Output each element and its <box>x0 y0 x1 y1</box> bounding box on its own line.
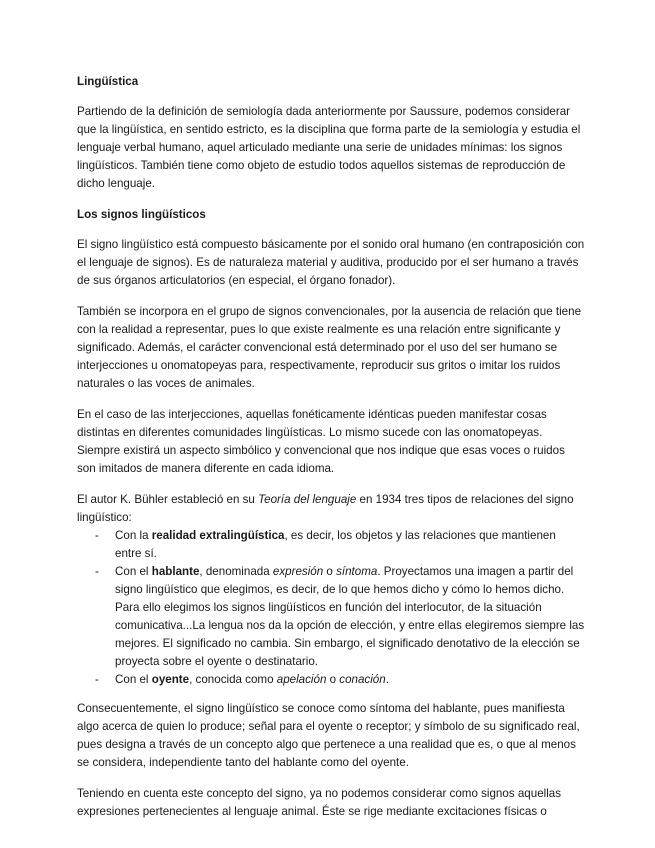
list-item: - Con la realidad extralingüística, es decir, los objetos y las relaciones que mantienen entre sí. <box>95 529 556 560</box>
list-bullet: - <box>95 529 99 542</box>
paragraph-buhler: El autor K. Bühler estableció en su Teoría del lenguaje en 1934 tres tipos de relaciones del signo lingüístico: <box>77 493 574 524</box>
subsection-title: Los signos lingüísticos <box>77 208 206 221</box>
list-item: - Con el hablante, denominada expresión o síntoma. Proyectamos una imagen a partir del signo lingüístico que elegimos, es decir, de lo que hemos dicho y cómo lo hemos dicho. Para ello elegimos los signos lingüísticos en función del interlocutor, de la situación comunicativa...La lengua nos da la opción de elección, y entre ellas elegiremos siempre las mejores. El significado no cambia. Sin embargo, el significado denotativo de la elección se proyecta sobre el oyente o destinatario. <box>95 565 585 668</box>
relations-list <box>77 527 585 689</box>
list-item: - Con el oyente, conocida como apelación o conación. <box>77 671 585 689</box>
book-title: Teoría del lenguaje <box>258 493 357 506</box>
list-bullet: - <box>95 565 99 578</box>
intro-paragraph: Partiendo de la definición de semiología dada anteriormente por Saussure, podemos considerar que la lingüística, en sentido estricto, es la disciplina que forma parte de la semiología y estudia el lenguaje verbal humano, aquel articulado mediante una serie de unidades mínimas: los signos lingüísticos. También tiene como objeto de estudio todos aquellos sistemas de reproducción de dicho lenguaje. <box>77 105 581 190</box>
paragraph-consecuentemente: Consecuentemente, el signo lingüístico se conoce como síntoma del hablante, pues manifiesta algo acerca de quien lo produce; señal para el oyente o receptor; y símbolo de su significado real, pues designa a través de un concepto algo que pertenece a una realidad que es, o que al menos se considera, independiente tanto del hablante como del oyente. <box>77 702 580 769</box>
paragraph-convencional: También se incorpora en el grupo de signos convencionales, por la ausencia de relación que tiene con la realidad a representar, pues lo que existe realmente es una relación entre significante y significado. Además, el carácter convencional está determinado por el uso del ser humano se interjecciones u onomatopeyas para, respectivamente, reproducir sus gritos o imitar los ruidos naturales o las voces de animales. <box>77 305 582 390</box>
paragraph-signo: El signo lingüístico está compuesto básicamente por el sonido oral humano (en contraposición con el lenguaje de signos). Es de naturaleza material y auditiva, producido por el ser humano a través de sus órganos articulatorios (en especial, el órgano fonador). <box>77 238 585 287</box>
list-bullet: - <box>95 673 99 686</box>
paragraph-teniendo: Teniendo en cuenta este concepto del signo, ya no podemos considerar como signos aquellas expresiones pertenecientes al lenguaje animal. Éste se rige mediante excitaciones físicas o <box>77 787 562 818</box>
section-title: Lingüística <box>77 75 139 88</box>
paragraph-interjecciones: En el caso de las interjecciones, aquellas fonéticamente idénticas pueden manifestar cosas distintas en diferentes comunidades lingüísticas. Lo mismo sucede con las onomatopeyas. Siempre existirá un aspecto simbólico y convencional que nos indique que esas voces o ruidos son imitados de manera diferente en cada idioma. <box>77 408 565 475</box>
